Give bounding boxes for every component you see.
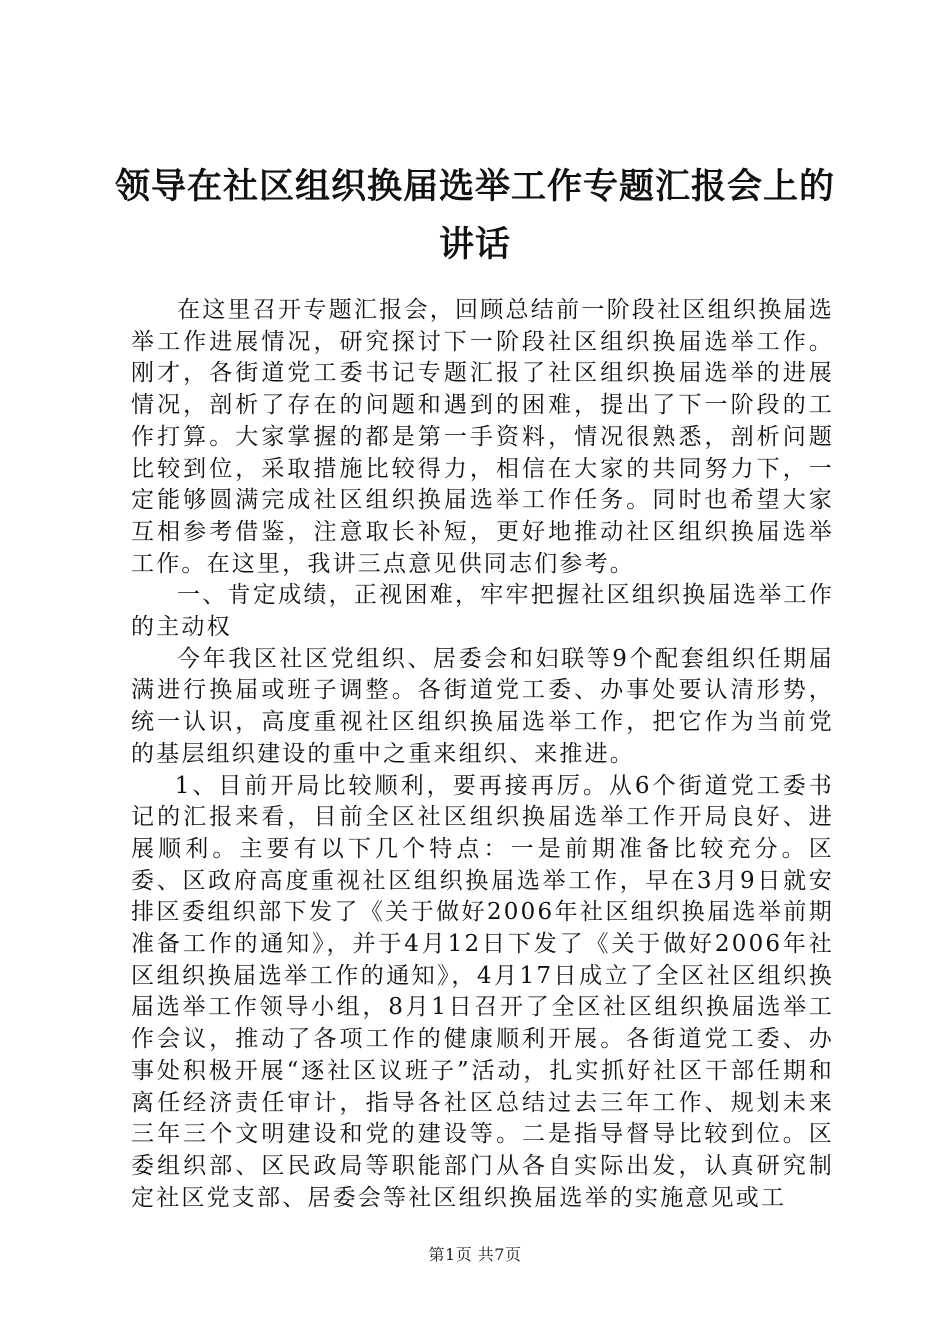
paragraph-section-heading-1: 一、肯定成绩，正视困难，牢牢把握社区组织换届选举工作的主动权	[131, 582, 834, 641]
paragraph-section-1-intro: 今年我区社区党组织、居委会和妇联等9个配套组织任期届满进行换届或班子调整。各街道党工委、办事处要认清形势，统一认识，高度重视社区组织换届选举工作，把它作为当前党的基层组织建设的重中之重来组织、来推进。	[131, 645, 834, 767]
document-body	[131, 295, 834, 1214]
paragraph-point-1: 1、目前开局比较顺利，要再接再厉。从6个街道党工委书记的汇报来看，目前全区社区组织换届选举工作开局良好、进展顺利。主要有以下几个特点：一是前期准备比较充分。区委、区政府高度重视社区组织换届选举工作，早在3月9日就安排区委组织部下发了《关于做好2006年社区组织换届选举前期准备工作的通知》，并于4月12日下发了《关于做好2006年社区组织换届选举工作的通知》，4月17日成立了全区社区组织换届选举工作领导小组，8月1日召开了全区社区组织换届选举工作会议，推动了各项工作的健康顺利开展。各街道党工委、办事处积极开展“逐社区议班子”活动，扎实抓好社区干部任期和离任经济责任审计，指导各社区总结过去三年工作、规划未来三年三个文明建设和党的建设等。二是指导督导比较到位。区委组织部、区民政局等职能部门从各自实际出发，认真研究制定社区党支部、居委会等社区组织换届选举的实施意见或工	[131, 772, 834, 1211]
page-footer: 第1页 共7页	[428, 1245, 522, 1264]
document-title: 领导在社区组织换届选举工作专题汇报会上的讲话	[114, 166, 835, 265]
paragraph-intro: 在这里召开专题汇报会，回顾总结前一阶段社区组织换届选举工作进展情况，研究探讨下一阶段社区组织换届选举工作。刚才，各街道党工委书记专题汇报了社区组织换届选举的进展情况，剖析了存在的问题和遇到的困难，提出了下一阶段的工作打算。大家掌握的都是第一手资料，情况很熟悉，剖析问题比较到位，采取措施比较得力，相信在大家的共同努力下，一定能够圆满完成社区组织换届选举工作任务。同时也希望大家互相参考借鉴，注意取长补短，更好地推动社区组织换届选举工作。在这里，我讲三点意见供同志们参考。	[131, 297, 834, 577]
